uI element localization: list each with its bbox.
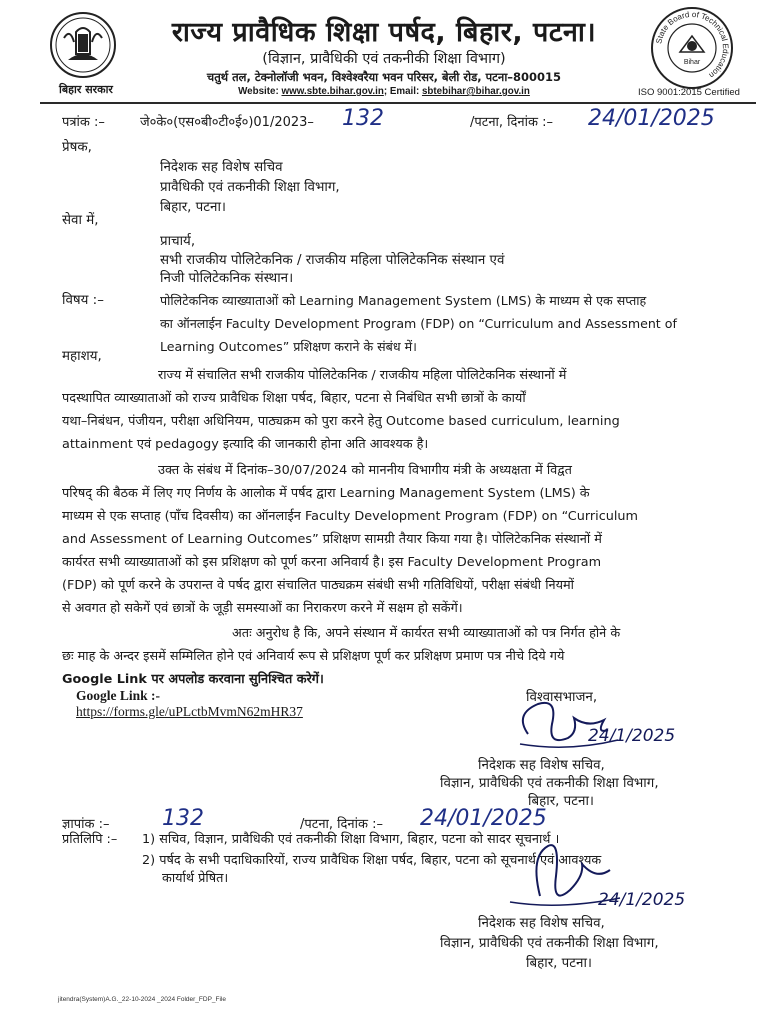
paragraph-line: माध्यम से एक सप्ताह (पाँच दिवसीय) का ऑनलाईन Faculty Development Program (FDP) on “Curriculum [62,509,638,524]
subject-line: का ऑनलाईन Faculty Development Program (FDP) on “Curriculum and Assessment of [160,316,677,331]
website-label: Website: [238,86,279,97]
memo-number-handwritten: 132 [162,806,204,831]
paragraph-line: Google Link पर अपलोड करवाना सुनिश्चित करेगें। [62,672,324,687]
google-link-label: Google Link :- [76,688,161,703]
signature-2-date: 24/1/2025 [598,890,686,910]
email-label: ; Email: [383,86,420,97]
paragraph-line: (FDP) को पूर्ण करने के उपरान्त वे पर्षद द्वारा संचालित पाठ्यक्रम संबंधी सभी गतिविधियों, परीक्षा संबंधी नियमों [62,578,574,593]
paragraph-line: attainment एवं pedagogy इत्यादि की जानकारी होना अति आवश्यक है। [62,437,429,452]
emblem-caption: बिहार सरकार [59,83,113,96]
paragraph-line: परिषद् की बैठक में लिए गए निर्णय के आलोक में पर्षद द्वारा Learning Management System (LMS) के [62,486,590,501]
memo-date-handwritten: 24/01/2025 [420,806,547,831]
subject-block [160,289,706,358]
copy-item-1: 1) सचिव, विज्ञान, प्रावैधिकी एवं तकनीकी शिक्षा विभाग, बिहार, पटना को सादर सूचनार्थ । [142,832,560,847]
sbte-seal [650,6,734,90]
signature-1 [508,694,698,756]
signatory-2-line-3: बिहार, पटना। [526,956,593,971]
paragraph-3 [62,622,708,691]
recipient-line-1: प्राचार्य, [160,234,196,249]
patrank-number: जे०के०(एस०बी०टी०ई०)01/2023– [140,115,314,130]
department-subtitle: (विज्ञान, प्रावैधिकी एवं तकनीकी शिक्षा विभाग) [262,51,506,67]
paragraph-line: उक्त के संबंध में दिनांक–30/07/2024 को माननीय विभागीय मंत्री के अध्यक्षता में विद्वत [158,463,572,478]
recipient-line-2: सभी राजकीय पोलिटेकनिक / राजकीय महिला पोलिटेकनिक संस्थान एवं [160,253,505,268]
date-handwritten: 24/01/2025 [588,106,715,131]
sender-label: प्रेषक, [62,140,92,155]
signature-1-date: 24/1/2025 [588,726,676,746]
paragraph-line: यथा–निबंधन, पंजीयन, परीक्षा अधिनियम, पाठ्यक्रम को पुरा करने हेतु Outcome based curriculum, learning [62,414,620,429]
signatory-1-line-3: बिहार, पटना। [528,794,595,809]
office-address: चतुर्थ तल, टेक्नोलॉजी भवन, विश्वेश्वरैया भवन परिसर, बेली रोड, पटना–800015 [206,70,562,84]
sender-line-3: बिहार, पटना। [160,200,227,215]
memo-date-label: /पटना, दिनांक :– [300,817,384,832]
google-form-link[interactable]: https://forms.gle/uPLctbMvmN62mHR37 [76,704,303,719]
reference-line [62,106,742,134]
closing-salutation: विश्वासभाजन, [526,690,598,705]
seal-inner-text: Bihar [683,59,701,66]
subject-line: पोलिटेकनिक व्याख्याताओं को Learning Management System (LMS) के माध्यम से एक सप्ताह [160,293,647,308]
paragraph-line: से अवगत हो सकेगें एवं छात्रों के जूड़ी समस्याओं का निराकरण करने में सक्षम हो सकेंगें। [62,601,463,616]
board-title: राज्य प्रावैधिक शिक्षा पर्षद, बिहार, पटना। [171,17,597,48]
paragraph-1 [62,364,708,456]
copy-item-2-continued: कार्यार्थ प्रेषित। [162,871,229,886]
sender-line-1: निदेशक सह विशेष सचिव [160,160,283,175]
salutation: महाशय, [62,349,102,364]
paragraph-line: पदस्थापित व्याख्याताओं को राज्य प्रावैधिक शिक्षा पर्षद, बिहार, पटना से निबंधित सभी छात्रों के कार्यों [62,391,526,406]
paragraph-line: अतः अनुरोध है कि, अपने संस्थान में कार्यरत सभी व्याख्याताओं को पत्र निर्गत होने के [232,626,621,641]
website-link[interactable]: www.sbte.bihar.gov.in [281,86,384,97]
paragraph-line: राज्य में संचालित सभी राजकीय पोलिटेकनिक / राजकीय महिला पोलिटेकनिक संस्थानों में [158,368,567,383]
signatory-1-line-1: निदेशक सह विशेष सचिव, [478,758,605,773]
recipient-line-3: निजी पोलिटेकनिक संस्थान। [160,271,294,286]
paragraph-line: and Assessment of Learning Outcomes” प्रशिक्षण सामग्री तैयार किया गया है। पोलिटेकनिक संस्थानों में [62,532,602,547]
paragraph-line: छः माह के अन्दर इसमें सम्मिलित होने एवं अनिवार्य रूप से प्रशिक्षण पूर्ण कर प्रशिक्षण प्रमाण पत्र नीचे दिये गये [62,649,565,664]
paragraph-2 [62,459,708,620]
patrank-handwritten: 132 [342,106,384,131]
date-label: /पटना, दिनांक :– [470,115,554,130]
copy-label: प्रतिलिपि :– [62,832,118,847]
sender-line-2: प्रावैधिकी एवं तकनीकी शिक्षा विभाग, [160,180,340,195]
memo-label: ज्ञापांक :– [62,817,110,832]
email-link[interactable]: sbtebihar@bihar.gov.in [421,86,530,97]
header-rule [40,102,756,104]
signatory-1-line-2: विज्ञान, प्रावैधिकी एवं तकनीकी शिक्षा विभाग, [440,776,659,791]
iso-certification: ISO 9001:2015 Certified [638,87,740,98]
paragraph-line: कार्यरत सभी व्याख्याताओं को इस प्रशिक्षण को पूर्ण करना अनिवार्य है। इस Faculty Development Program [62,555,602,570]
patrank-label: पत्रांक :– [62,115,105,130]
signatory-2-line-2: विज्ञान, प्रावैधिकी एवं तकनीकी शिक्षा विभाग, [440,936,659,951]
seal-ring-text: State Board of Technical Education [654,9,731,80]
subject-label: विषय :– [62,293,104,308]
copy-item-2: 2) पर्षद के सभी पदाधिकारियों, राज्य प्रावैधिक शिक्षा पर्षद, बिहार, पटना को सूचनार्थ एवं आवश्यक [142,853,602,868]
signatory-2-line-1: निदेशक सह विशेष सचिव, [478,916,605,931]
subject-line: Learning Outcomes” प्रशिक्षण कराने के संबंध में। [160,339,417,354]
recipient-label: सेवा में, [62,213,99,228]
file-path-footer: jitendra(System)A.G._22-10-2024 _2024 Folder_FDP_File [58,996,227,1003]
